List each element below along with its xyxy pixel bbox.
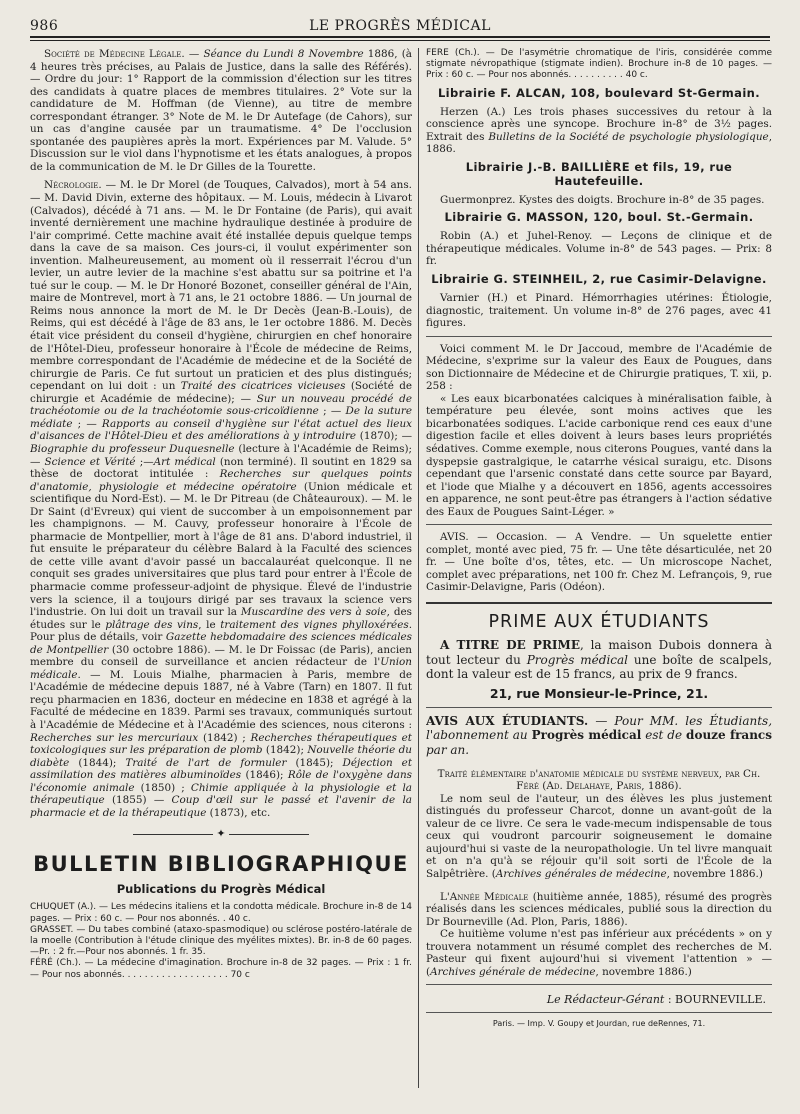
prime-title: PRIME AUX ÉTUDIANTS (488, 612, 710, 633)
necro-title: Rôle de l'oxygène dans l'économie animale (30, 769, 412, 794)
jaccoud-quote: « Les eaux bicarbonatées calciques à minéralisation faible, à température peu élevée, sont moins actives que les bicarbonatées sodiques. L'acide carbonique rend ces eaux d'une digestion facile et elles doivent à leurs bases leurs propriétés sédatives. Comme exemple, nous citerons Pougues, vanté dans la dyspepsie gastralgique, le catarrhe vésical suraigu, etc. Disons cependant que l'arsenic constaté dans cette source par Bayard, et l'iode que Mialhe y a découvert en 1856, agents accessoires en apparence, ne sont peut-être pas étrangers à l'action sédative des Eaux de Pougues Saint-Léger. » (426, 392, 772, 518)
traite-text: , novembre 1886.) (666, 867, 763, 880)
societe-seance: — Séance du Lundi 8 Novembre (188, 48, 364, 60)
necro-title: De la suture médiate (30, 405, 412, 430)
traite-source: Archives générales de médecine (495, 867, 667, 880)
section-rule (426, 336, 772, 337)
necro-text: (1844); (69, 756, 126, 769)
necro-title: Chimie appliquée à la physiologie et la thérapeutique (30, 781, 412, 807)
necro-text: ; — (72, 417, 102, 430)
necro-title: Biographie du professeur Duquesnelle (30, 442, 235, 455)
societe-lead: Société de Médecine Légale. (44, 48, 185, 60)
avis-etudiants-price: douze francs (686, 728, 772, 743)
necro-text: (1842); (262, 744, 308, 757)
necro-text: (lecture à l'Académie de Reims);— (30, 442, 412, 468)
prime-body: une boîte de scalpels, dont la valeur est de 15 francs, au prix de 9 francs. (426, 652, 772, 682)
bib-entry-fere: FÉRÉ (Ch.). — La médecine d'imagination. Brochure in-8 de 32 pages. — Prix : 1 fr. — Pour nos abonnés. . . . . . . . . . . . . . . . . . . 70 c (30, 958, 412, 980)
necro-title: Traité de l'art de formuler (125, 756, 287, 769)
necro-title: Recherches sur les mercuriaux (30, 731, 199, 744)
traite-title: Traité élémentaire d'anatomie médicale du système nerveux, par Ch. Féré (Ad. Delahaye, Paris, 1886). (437, 767, 761, 793)
necro-title: Traité des cicatrices vicieuses (180, 380, 346, 393)
herzen-source: Bulletins de la Société de psychologie physiologique (488, 130, 769, 143)
necro-title: Sur un nouveau procédé de trachéotomie ou de la trachéotomie sous-cricoïdienne (30, 392, 412, 418)
necro-text: (1870); — (356, 430, 412, 443)
necro-title: Union médicale (30, 656, 412, 681)
annee-text: , novembre 1886.) (595, 965, 692, 978)
avis-etudiants-text: est de (641, 728, 687, 743)
necro-title: Rapports au conseil d'hygiène sur l'état actuel des lieux d'aisances de l'Hôtel-Dieu et des améliorations à y introduire (30, 417, 412, 443)
necro-text: . — M. Louis Mialhe, pharmacien à Paris, membre de l'Académie de médecine depuis 1887, né à Vabre (Tarn) en 1807. Il fut reçu pharmacien en 1836, docteur en médecine en 1838 et agrégé à la Faculté de médecine en 1839. Parmi ses travaux, communiqués surtout à l'Académie de Médecine et à l'Académie des sciences, nous citerons : (30, 668, 412, 731)
spacer (426, 881, 772, 891)
printer-imprint: Paris. — Imp. V. Goupy et Jourdan, rue deRennes, 71. (492, 1019, 706, 1029)
prime-address: 21, rue Monsieur-le-Prince, 21. (489, 685, 709, 701)
section-rule (426, 707, 772, 708)
page-number: 986 (30, 18, 59, 34)
avis-vendre: AVIS. — Occasion. — A Vendre. — Un squelette entier complet, monté avec pied, 75 fr. — Une tête désarticulée, net 20 fr. — Une boîte d'os, têtes, etc. — Un microscope Nachet, complet avec préparations, net 100 fr. Chez M. Lefrançois, 9, rue Casimir-Delavigne, Paris (Odéon). (426, 531, 772, 594)
traite-text: Le nom seul de l'auteur, un des élèves les plus justement distingués du professeur Charcot, donne un avant-goût de la valeur de ce livre. Ce sera le vade-mecum indispensable de tous ceux qui voudront parcourir soigneusement le domaine aujourd'hui si vaste de la neuropathologie. Un tel livre manquait et on n'a qu'à se réjouir qu'il soit sorti de l'École de la Salpêtrière. ( (426, 792, 772, 880)
necro-text: . Pour plus de détails, voir (30, 618, 412, 644)
column-divider (418, 48, 419, 1088)
prime-body: , la maison Dubois donnera à tout lecteur du (426, 638, 772, 667)
necro-text: , le (198, 618, 221, 631)
left-column (30, 48, 412, 1048)
avis-etudiants-text: par an. (426, 742, 470, 757)
necro-text: (1850) ; (134, 781, 191, 794)
avis-etudiants-journal: Progrès médical (531, 728, 642, 743)
annee-source: Archives générale de médecine (430, 965, 596, 978)
necro-title: Art médical (153, 455, 216, 468)
necro-text: (Société de chirurgie et Académie de médecine); — (30, 380, 412, 405)
publisher-alcan: Librairie F. ALCAN, 108, boulevard St-Germain. (437, 85, 761, 100)
publisher-bailliere: Librairie J.-B. BAILLIÈRE et fils, 19, rue Hautefeuille. (465, 159, 733, 188)
prime-journal: Progrès médical (526, 652, 629, 667)
jaccoud-intro: Voici comment M. le Dr Jaccoud, membre de l'Académie de Médecine, s'exprime sur la valeur des Eaux de Pougues, dans son Dictionnaire de Médecine et de Chirurgie pratiques, T. xii, p. 258 : (426, 342, 772, 393)
page-header (30, 18, 770, 34)
necro-title: traitement des vignes phylloxérées (220, 618, 409, 631)
right-column (426, 48, 772, 1088)
necro-title: Gazette hebdomadaire des sciences médicales de Montpellier (30, 631, 412, 656)
societe-paragraph (30, 48, 412, 173)
necro-text: (Union médicale et scientifique du Nord-Est). — M. le Dr Pitreau (de Châteauroux). — M. le Dr Saint (d'Evreux) qui vient de succomber à un empoisonnement par les champignons. — M. Cauvy, professeur honoraire à l'École de pharmacie de Montpellier, mort à l'âge de 81 ans. D'abord industriel, il fut ensuite le préparateur du célèbre Balard à la Faculté des sciences de cette ville avant d'avoir passé un baccalauréat quelconque. Il ne conquit ses grades universitaires que plus tard pour entrer à l'École de pharmacie comme professeur-adjoint de physique. Élevé de l'industrie vers la science, il a toujours dirigé par ses travaux la science vers l'industrie. On lui doit un travail sur la (30, 480, 412, 619)
avis-etudiants (426, 714, 772, 758)
signature-name: BOURNEVILLE. (675, 993, 766, 1007)
necro-text: ;— (135, 455, 154, 468)
necro-text: , des études sur le (30, 606, 412, 631)
necro-title: plâtrage des vins (105, 618, 199, 631)
necro-title: Science et Vérité (44, 455, 136, 468)
annee-lead: L'Année Médicale (440, 890, 529, 903)
section-rule (426, 1012, 772, 1013)
header-rule-thin (30, 40, 770, 41)
annee-text: Ce huitième volume n'est pas inférieur aux précédents » on y trouvera notamment un résumé complet des recherches de M. Pasteur qui fixent aujourd'hui si vivement l'attention » — ( (426, 928, 772, 978)
bib-entry-fere-iris: FÉRÉ (Ch.). — De l'asymétrie chromatique de l'iris, considérée comme stigmate névropathique (stigmate indien). Brochure in-8 de 10 pages. — Prix : 60 c. — Pour nos abonnés. . . . . . . . . . 40 c. (426, 48, 772, 81)
annee-review (426, 928, 772, 978)
necro-text: (1845); (286, 756, 343, 769)
annee-text: (huitième année, 1885), résumé des progrès réalisés dans les sciences médicales, publié sous la direction du Dr Bourneville (Ad. Plon, Paris, 1886). (426, 890, 772, 928)
prime-lead: A TITRE DE PRIME (440, 638, 580, 653)
bib-entry-chuquet: CHUQUET (A.). — Les médecins italiens et la condotta médicale. Brochure in-8 de 14 pages. — Prix : 60 c. — Pour nos abonnés. . 40 c. (30, 902, 412, 924)
annee-medicale (426, 891, 772, 929)
spacer (426, 758, 772, 768)
necro-text: (1846); (241, 769, 288, 782)
necro-text: — M. le Dr Morel (de Touques, Calvados), mort à 54 ans. — M. David Divin, externe des hôpitaux. — M. Louis, médecin à Livarot (Calvados), décédé à 71 ans. — M. le Dr Fontaine (de Paris), qui avait inventé dernièrement une machine hydraulique destinée à produire de l'air comprimé. Cette machine avait été installée depuis quelque temps dans la cave de sa maison. Ces jours-ci, il voulut expérimenter son invention. Malheureusement, au moment où il resserrait l'écrou d'un levier, un autre levier de la machine s'est abattu sur sa poitrine et l'a tué sur le coup. — M. le Dr Honoré Bozonet, conseiller général de l'Ain, maire de Montrevel, mort à 71 ans, le 21 octobre 1886. — Un journal de Reims nous annonce la mort de M. le Dr Decès (Jean-B.-Louis), de Reims, qui est décédé à l'âge de 83 ans, le 1er octobre 1886. M. Decès était vice président du conseil d'hygiène, chirurgien en chef honoraire de l'Hôtel-Dieu, professeur honoraire à l'École de médecine de Reims, membre correspondant de l'Académie de médecine et de la Société de chirurgie de Paris. Ce fut surtout un praticien et des plus distingués; cependant on lui doit : un (30, 179, 412, 393)
traite-review (426, 793, 772, 881)
societe-text: 1886, (à 4 heures très précises, au Palais de Justice, dans la salle des Référés). — Ordre du jour: 1° Rapport de la commission d'élection sur les titres des candidats à quatre places de membres titulaires. 2° Vote sur la candidature de M. Hoffman (de Vienne), au titre de membre correspondant étranger. 3° Note de M. le Dr Autefage (de Cahors), sur un cas d'angine causée par un traumatisme. 4° De l'occlusion spontanée des paupières après la mort. Expériences par M. Valude. 5° Discussion sur le viol dans l'hypnotisme et les états analogues, à propos de la communication de M. le Dr Gilles de la Tourette. (30, 48, 412, 173)
necro-title: Déjection et assimilation des matières albuminoïdes (30, 756, 412, 782)
varnier-entry: Varnier (H.) et Pinard. Hémorrhagies utérines: Étiologie, diagnostic, traitement. Un volume in-8° de 276 pages, avec 41 figures. (426, 291, 772, 330)
publisher-steinheil: Librairie G. STEINHEIL, 2, rue Casimir-Delavigne. (431, 271, 767, 286)
section-rule-thick (426, 602, 772, 604)
necro-text: (30 octobre 1886). — M. le Dr Foissac (de Paris), ancien membre du conseil de surveillance et ancien rédacteur de l' (30, 643, 412, 669)
bib-entry-grasset: GRASSET. — Du tabes combiné (ataxo-spasmodique) ou sclérose postéro-latérale de la moelle (Contribution à l'étude clinique des myélites mixtes). Br. in-8 de 60 pages.—Pr. : 2 fr.—Pour nos abonnés. 1 fr. 35. (30, 924, 412, 958)
necrologie-lead: Nécrologie. (44, 179, 102, 192)
necro-title: Nouvelle théorie du diabète (30, 744, 412, 769)
publisher-masson: Librairie G. MASSON, 120, boul. St.-Germain. (444, 210, 754, 225)
necrologie-paragraph (30, 179, 412, 819)
editor-signature: Le Rédacteur-Gérant : BOURNEVILLE. (546, 993, 766, 1007)
signature-label: Le Rédacteur-Gérant (546, 993, 665, 1007)
ornament-divider: ✦ (30, 827, 412, 840)
avis-etudiants-text: — Pour MM. les Étudiants, l'abonnement au (426, 713, 772, 743)
guermonprez-entry: Guermonprez. Kystes des doigts. Brochure in-8° de 35 pages. (440, 193, 765, 206)
bulletin-title: BULLETIN BIBLIOGRAPHIQUE (33, 852, 409, 877)
prime-text (426, 638, 772, 682)
herzen-text: , 1886. (426, 130, 772, 156)
header-rule (30, 36, 770, 38)
robin-entry: Robin (A.) et Juhel-Renoy. — Leçons de clinique et de thérapeutique médicales. Volume in-8° de 543 pages. — Prix: 8 fr. (426, 230, 772, 268)
section-rule (426, 984, 772, 985)
necro-title: Coup d'œil sur le passé et l'avenir de la pharmacie et de la thérapeutique (30, 794, 412, 819)
section-rule (426, 524, 772, 525)
necro-title: Recherches sur quelques points d'anatomie, physiologie et médecine opératoire (30, 468, 412, 493)
bulletin-subtitle: Publications du Progrès Médical (116, 882, 326, 897)
necro-text: (1873), etc. (206, 806, 271, 819)
journal-title: LE PROGRÈS MÉDICAL (309, 18, 491, 34)
avis-etudiants-lead: AVIS AUX ÉTUDIANTS. (426, 713, 589, 728)
herzen-entry (426, 106, 772, 156)
herzen-text: Herzen (A.) Les trois phases successives du retour à la conscience après une syncope. Brochure in-8° de 3½ pages. Extrait des (426, 105, 772, 143)
necro-text: (1855) — (104, 794, 172, 807)
necro-text: (1842) ; (198, 731, 251, 744)
necro-title: Recherches thérapeutiques et toxicologiques sur les préparation de plomb (30, 731, 412, 757)
necro-text: ; — (318, 405, 346, 418)
necro-text: (non terminé). Il soutint en 1829 sa thèse de doctorat intitulée : (30, 455, 412, 481)
necro-title: Muscardine des vers à soie (240, 606, 387, 619)
